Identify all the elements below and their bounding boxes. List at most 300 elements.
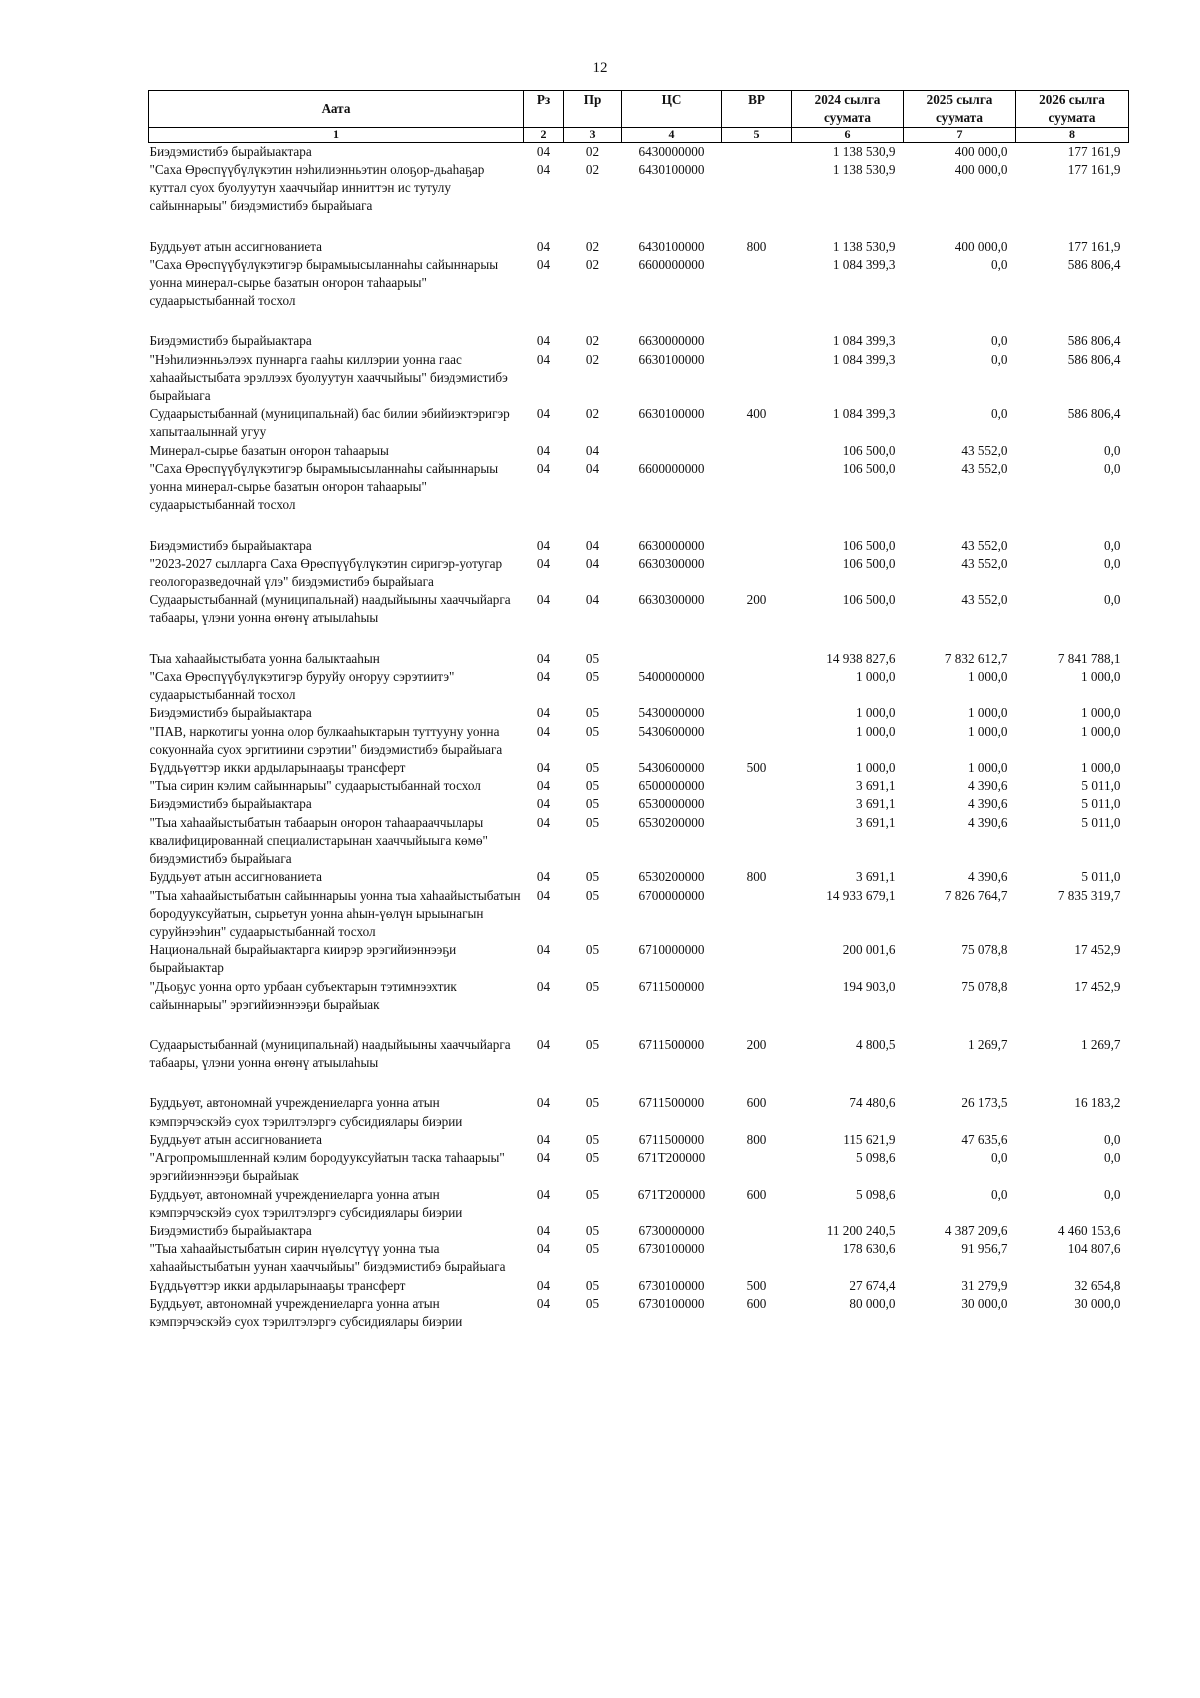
row-amount-2026: 0,0 <box>1104 555 1121 571</box>
row-pr: 05 <box>585 759 600 775</box>
row-amount-2024: 80 000,0 <box>849 1295 896 1311</box>
table-row <box>149 1295 1129 1331</box>
row-amount-2024: 1 084 399,3 <box>832 351 896 367</box>
row-amount-2025: 26 173,5 <box>961 1095 1008 1111</box>
row-amount-2026: 104 807,6 <box>1067 1241 1121 1257</box>
row-vr <box>722 887 792 942</box>
row-amount-2024: 115 621,9 <box>843 1131 896 1147</box>
row-vr: 200 <box>746 1037 767 1053</box>
row-name: "Тыа хаһаайыстыбатын табаарын оҥорон таһаарааччылары квалифицированнай специалистарынан хааччыйыыга көмө" биэдэмистибэ бырайыага <box>149 814 488 867</box>
row-amount-2024: 11 200 240,5 <box>826 1223 896 1238</box>
row-amount-2025: 43 552,0 <box>961 555 1008 571</box>
row-pr: 04 <box>585 460 600 476</box>
row-amount-2026: 586 806,4 <box>1067 333 1121 349</box>
row-amount-2025: 1 000,0 <box>967 668 1008 684</box>
row-vr <box>722 332 792 350</box>
row-amount-2025: 1 000,0 <box>967 705 1008 721</box>
column-number: 8 <box>1016 127 1129 142</box>
row-name: "Тыа хаһаайыстыбатын сайыннарыы уонна тыа хаһаайыстыбатын бородууксуйатын, сырьетун уонна аһын-үөлүн ырыынагын суруйнээһин" судаарыстыбаннай тосхол <box>149 887 521 939</box>
row-rz: 04 <box>536 256 551 272</box>
row-pr: 02 <box>585 333 600 349</box>
row-rz: 04 <box>536 942 551 958</box>
row-rz: 04 <box>536 592 551 608</box>
row-name: Судаарыстыбаннай (муниципальнай) наадыйыыны хааччыйарга табаары, үлэни уонна өҥөнү атыылаһыы <box>149 1037 511 1071</box>
row-amount-2024: 3 691,1 <box>855 869 896 885</box>
row-name: "2023-2027 сылларга Саха Өрөспүүбүлүкэтин сиригэр-уотугар геологоразведочнай үлэ" биэдэмистибэ бырайыага <box>149 555 503 589</box>
row-amount-2026: 30 000,0 <box>1074 1295 1121 1311</box>
row-amount-2024: 5 098,6 <box>855 1150 896 1166</box>
row-amount-2025: 4 390,6 <box>967 814 1008 830</box>
row-rz: 04 <box>536 442 551 458</box>
row-amount-2024: 194 903,0 <box>842 978 896 994</box>
row-pr: 02 <box>585 351 600 367</box>
row-cs: 6630300000 <box>638 555 705 571</box>
table-row <box>149 978 1129 1036</box>
row-cs: 6500000000 <box>638 778 705 794</box>
row-name: Тыа хаһаайыстыбата уонна балыктааһын <box>149 650 380 666</box>
row-amount-2025: 30 000,0 <box>961 1295 1008 1311</box>
row-amount-2024: 200 001,6 <box>842 942 896 958</box>
header-vr: ВР <box>722 91 792 128</box>
table-row <box>149 650 1129 668</box>
row-amount-2026: 17 452,9 <box>1074 978 1121 994</box>
row-rz: 04 <box>536 1223 551 1238</box>
row-name: Биэдэмистибэ бырайыактара <box>149 143 312 159</box>
row-amount-2026: 586 806,4 <box>1067 406 1121 422</box>
row-amount-2024: 106 500,0 <box>842 592 896 608</box>
row-name: Буддьуөт атын ассигнованиета <box>149 238 323 254</box>
row-amount-2026: 1 000,0 <box>1080 668 1121 684</box>
table-row <box>149 723 1129 759</box>
row-amount-2024: 1 138 530,9 <box>832 161 896 177</box>
row-cs: 6600000000 <box>638 460 705 476</box>
row-rz: 04 <box>536 814 551 830</box>
row-amount-2025: 31 279,9 <box>961 1277 1008 1293</box>
row-rz: 04 <box>536 460 551 476</box>
row-vr: 800 <box>746 238 767 254</box>
column-number: 5 <box>722 127 792 142</box>
row-amount-2025: 0,0 <box>991 406 1008 422</box>
row-amount-2026: 5 011,0 <box>1081 778 1121 794</box>
row-amount-2025: 43 552,0 <box>961 592 1008 608</box>
row-rz: 04 <box>536 887 551 903</box>
row-name: "ПАВ, наркотигы уонна олор булкааһыктарын туттууну уонна сокуоннайа суох эргитиини сэрэтии" биэдэмистибэ бырайыага <box>149 723 503 757</box>
row-amount-2024: 1 138 530,9 <box>832 143 896 159</box>
row-cs: 6530200000 <box>638 814 705 830</box>
column-number: 6 <box>792 127 904 142</box>
row-amount-2025: 7 832 612,7 <box>944 650 1008 666</box>
row-cs: 6730100000 <box>638 1241 705 1257</box>
row-cs: 6630100000 <box>638 406 705 422</box>
row-pr: 05 <box>585 1223 600 1238</box>
row-name: Биэдэмистибэ бырайыактара <box>149 796 312 812</box>
table-row <box>149 1222 1129 1240</box>
row-vr: 500 <box>746 1277 767 1293</box>
row-vr <box>722 795 792 813</box>
row-name: "Агропромышленнай кэлим бородууксуйатын таска таһаарыы" эрэгийиэннээҕи бырайыак <box>149 1150 505 1184</box>
row-amount-2026: 586 806,4 <box>1067 256 1121 272</box>
row-amount-2024: 74 480,6 <box>849 1095 896 1111</box>
row-amount-2026: 5 011,0 <box>1081 796 1121 812</box>
column-number: 7 <box>904 127 1016 142</box>
row-pr: 05 <box>585 650 600 666</box>
row-rz: 04 <box>536 1186 551 1202</box>
row-amount-2024: 27 674,4 <box>849 1277 896 1293</box>
row-pr: 05 <box>585 814 600 830</box>
row-cs: 6700000000 <box>638 887 705 903</box>
row-cs: 671T200000 <box>637 1150 706 1166</box>
row-vr <box>722 142 792 161</box>
row-pr: 02 <box>585 406 600 422</box>
row-rz: 04 <box>536 406 551 422</box>
row-name: Буддьуөт, автономнай учреждениеларга уонна атын кэмпэрчэскэйэ суох тэрилтэлэргэ субсидиялары биэрии <box>149 1295 463 1330</box>
row-pr: 05 <box>585 869 600 885</box>
table-row <box>149 668 1129 704</box>
row-name: Бүддьүөттэр икки ардыларынааҕы трансферт <box>149 759 406 775</box>
row-amount-2026: 0,0 <box>1104 1186 1121 1202</box>
row-amount-2026: 0,0 <box>1104 1150 1121 1166</box>
row-vr <box>722 460 792 537</box>
row-rz: 04 <box>536 1150 551 1166</box>
row-amount-2024: 1 000,0 <box>855 705 896 721</box>
row-pr: 05 <box>585 1241 600 1257</box>
row-name: "Тыа сирин кэлим сайыннарыы" судаарыстыбаннай тосхол <box>149 778 481 794</box>
row-cs: 6711500000 <box>638 1131 705 1147</box>
row-rz: 04 <box>536 351 551 367</box>
table-row <box>149 1186 1129 1222</box>
row-amount-2025: 75 078,8 <box>961 978 1008 994</box>
row-amount-2024: 1 000,0 <box>855 723 896 739</box>
row-amount-2025: 1 000,0 <box>967 723 1008 739</box>
row-vr <box>722 668 792 704</box>
table-row <box>149 591 1129 649</box>
row-amount-2026: 0,0 <box>1104 537 1121 553</box>
row-name: "Саха Өрөспүүбүлүкэтигэр бырамыысыланнаһы сайыннарыы уонна минерал-сырье базатын оҥорон таһаарыы" судаарыстыбаннай тосхол <box>149 256 499 309</box>
row-amount-2025: 47 635,6 <box>961 1131 1008 1147</box>
row-name: "Тыа хаһаайыстыбатын сирин нүөлсүтүү уонна тыа хаһаайыстыбатын уунан хааччыйыы" биэдэмистибэ бырайыага <box>149 1241 506 1275</box>
row-cs <box>622 650 722 668</box>
row-vr: 800 <box>746 869 767 885</box>
row-rz: 04 <box>536 723 551 739</box>
row-amount-2026: 177 161,9 <box>1067 238 1121 254</box>
column-number: 1 <box>149 127 524 142</box>
row-amount-2025: 4 390,6 <box>967 778 1008 794</box>
row-name: Минерал-сырье базатын оҥорон таһаарыы <box>149 442 389 458</box>
row-pr: 05 <box>585 1131 600 1147</box>
budget-table-container <box>148 90 1128 1331</box>
header-2025: 2025 сылга суумата <box>904 91 1016 128</box>
row-pr: 05 <box>585 887 600 903</box>
row-amount-2024: 106 500,0 <box>842 460 896 476</box>
table-row <box>149 442 1129 460</box>
row-pr: 02 <box>585 161 600 177</box>
table-row <box>149 704 1129 722</box>
column-number: 4 <box>622 127 722 142</box>
row-name: Буддьуөт атын ассигнованиета <box>149 1131 323 1147</box>
row-amount-2025: 400 000,0 <box>954 161 1008 177</box>
row-rz: 04 <box>536 869 551 885</box>
row-amount-2026: 16 183,2 <box>1074 1095 1121 1111</box>
table-row <box>149 142 1129 161</box>
row-cs: 5400000000 <box>638 668 705 684</box>
row-amount-2025: 400 000,0 <box>954 143 1008 159</box>
row-amount-2025: 43 552,0 <box>961 442 1008 458</box>
row-name: Судаарыстыбаннай (муниципальнай) наадыйыыны хааччыйарга табаары, үлэни уонна өҥөнү атыылаһыы <box>149 592 511 626</box>
table-row <box>149 555 1129 591</box>
row-rz: 04 <box>536 759 551 775</box>
row-rz: 04 <box>536 668 551 684</box>
row-pr: 04 <box>585 555 600 571</box>
table-row <box>149 1240 1129 1276</box>
row-pr: 05 <box>585 723 600 739</box>
table-row <box>149 1277 1129 1295</box>
row-cs: 6630000000 <box>638 537 705 553</box>
row-vr <box>722 161 792 238</box>
row-cs: 6430100000 <box>638 238 705 254</box>
row-amount-2024: 106 500,0 <box>842 442 896 458</box>
column-number: 3 <box>564 127 622 142</box>
row-name: Биэдэмистибэ бырайыактара <box>149 333 312 349</box>
row-vr <box>722 723 792 759</box>
row-rz: 04 <box>536 143 551 159</box>
row-name: Бүддьүөттэр икки ардыларынааҕы трансферт <box>149 1277 406 1293</box>
table-header <box>149 91 1129 143</box>
row-amount-2026: 7 841 788,1 <box>1057 650 1121 666</box>
row-amount-2025: 43 552,0 <box>961 460 1008 476</box>
row-name: Буддьуөт атын ассигнованиета <box>149 869 323 885</box>
row-amount-2025: 1 269,7 <box>967 1037 1008 1053</box>
row-rz: 04 <box>536 1095 551 1111</box>
row-vr: 500 <box>746 759 767 775</box>
row-cs: 6730100000 <box>638 1277 705 1293</box>
row-amount-2026: 1 269,7 <box>1080 1037 1121 1053</box>
row-amount-2026: 1 000,0 <box>1080 759 1121 775</box>
row-name: Биэдэмистибэ бырайыактара <box>149 537 312 553</box>
row-amount-2024: 14 933 679,1 <box>826 887 896 903</box>
row-pr: 05 <box>585 1037 600 1053</box>
table-row <box>149 460 1129 537</box>
table-row <box>149 941 1129 977</box>
header-rz: Рз <box>524 91 564 128</box>
row-amount-2024: 106 500,0 <box>842 537 896 553</box>
row-amount-2024: 14 938 827,6 <box>826 650 896 666</box>
table-row <box>149 332 1129 350</box>
row-vr: 400 <box>746 406 767 422</box>
row-pr: 05 <box>585 1295 600 1311</box>
row-vr <box>722 351 792 406</box>
row-amount-2026: 0,0 <box>1104 1131 1121 1147</box>
row-vr: 600 <box>746 1186 767 1202</box>
row-amount-2025: 0,0 <box>991 256 1008 272</box>
row-name: "Нэһилиэнньэлээх пуннарга гааһы киллэрии уонна гаас хаһаайыстыбата эрэллээх буолуутун хааччыйыы" биэдэмистибэ бырайыага <box>149 351 508 404</box>
row-cs: 6730000000 <box>638 1223 705 1238</box>
row-pr: 02 <box>585 143 600 159</box>
row-amount-2025: 75 078,8 <box>961 942 1008 958</box>
row-amount-2024: 1 084 399,3 <box>832 333 896 349</box>
row-amount-2026: 0,0 <box>1104 460 1121 476</box>
row-rz: 04 <box>536 1295 551 1311</box>
row-pr: 05 <box>585 668 600 684</box>
row-cs: 6711500000 <box>638 978 705 994</box>
row-rz: 04 <box>536 238 551 254</box>
row-rz: 04 <box>536 1277 551 1293</box>
row-rz: 04 <box>536 1037 551 1053</box>
row-amount-2026: 5 011,0 <box>1081 814 1121 830</box>
row-name: Судаарыстыбаннай (муниципальнай) бас билии эбийиэктэригэр хапытаалыннай угуу <box>149 406 510 440</box>
table-row <box>149 1131 1129 1149</box>
row-amount-2024: 4 800,5 <box>855 1037 896 1053</box>
row-rz: 04 <box>536 796 551 812</box>
row-vr <box>722 442 792 460</box>
table-row <box>149 1036 1129 1094</box>
row-amount-2026: 0,0 <box>1104 442 1121 458</box>
header-cs: ЦС <box>622 91 722 128</box>
row-rz: 04 <box>536 333 551 349</box>
table-body <box>149 142 1129 1331</box>
row-vr <box>722 978 792 1036</box>
table-row <box>149 759 1129 777</box>
row-pr: 05 <box>585 778 600 794</box>
row-name: Буддьуөт, автономнай учреждениеларга уонна атын кэмпэрчэскэйэ суох тэрилтэлэргэ субсидиялары биэрии <box>149 1095 463 1129</box>
row-cs: 5430600000 <box>638 759 705 775</box>
row-amount-2025: 4 390,6 <box>967 796 1008 812</box>
row-amount-2026: 586 806,4 <box>1067 351 1121 367</box>
row-amount-2025: 0,0 <box>991 333 1008 349</box>
row-cs: 6630300000 <box>638 592 705 608</box>
row-amount-2025: 91 956,7 <box>961 1241 1008 1257</box>
header-name: Аата <box>149 91 524 128</box>
table-row <box>149 405 1129 441</box>
row-amount-2025: 400 000,0 <box>954 238 1008 254</box>
row-amount-2024: 1 000,0 <box>855 759 896 775</box>
row-amount-2026: 1 000,0 <box>1080 723 1121 739</box>
row-vr: 600 <box>746 1295 767 1311</box>
row-cs: 6730100000 <box>638 1295 705 1311</box>
row-amount-2025: 1 000,0 <box>967 759 1008 775</box>
row-pr: 05 <box>585 942 600 958</box>
row-amount-2024: 106 500,0 <box>842 555 896 571</box>
row-name: Биэдэмистибэ бырайыактара <box>149 1223 312 1238</box>
row-rz: 04 <box>536 650 551 666</box>
row-pr: 05 <box>585 1186 600 1202</box>
row-vr <box>722 704 792 722</box>
row-amount-2024: 1 000,0 <box>855 668 896 684</box>
row-amount-2026: 7 835 319,7 <box>1057 887 1121 903</box>
row-vr: 200 <box>746 592 767 608</box>
row-rz: 04 <box>536 1131 551 1147</box>
row-rz: 04 <box>536 537 551 553</box>
row-vr: 600 <box>746 1095 767 1111</box>
row-pr: 04 <box>585 592 600 608</box>
row-rz: 04 <box>536 778 551 794</box>
row-amount-2026: 1 000,0 <box>1080 705 1121 721</box>
table-row <box>149 537 1129 555</box>
row-rz: 04 <box>536 555 551 571</box>
row-name: Буддьуөт, автономнай учреждениеларга уонна атын кэмпэрчэскэйэ суох тэрилтэлэргэ субсидиялары биэрии <box>149 1186 463 1220</box>
row-cs <box>622 442 722 460</box>
table-row <box>149 777 1129 795</box>
header-pr: Пр <box>564 91 622 128</box>
row-amount-2026: 5 011,0 <box>1081 869 1121 885</box>
row-amount-2024: 1 084 399,3 <box>832 406 896 422</box>
row-pr: 04 <box>585 537 600 553</box>
row-vr <box>722 1149 792 1185</box>
row-amount-2024: 3 691,1 <box>855 796 896 812</box>
row-amount-2025: 4 390,6 <box>967 869 1008 885</box>
row-amount-2024: 3 691,1 <box>855 778 896 794</box>
row-amount-2024: 1 138 530,9 <box>832 238 896 254</box>
row-name: "Саха Өрөспүүбүлүкэтигэр буруйу оҥоруу сэрэтиитэ" судаарыстыбаннай тосхол <box>149 668 455 703</box>
table-row <box>149 1094 1129 1130</box>
header-2024: 2024 сылга суумата <box>792 91 904 128</box>
table-row <box>149 814 1129 869</box>
row-amount-2025: 7 826 764,7 <box>944 887 1008 903</box>
header-2026: 2026 сылга суумата <box>1016 91 1129 128</box>
row-amount-2024: 5 098,6 <box>855 1186 896 1202</box>
row-name: "Дьоҕус уонна орто урбаан субъектарын тэтимнээхтик сайыннарыы" эрэгийиэннээҕи бырайыак <box>149 978 457 1012</box>
row-rz: 04 <box>536 161 551 177</box>
row-pr: 05 <box>585 705 600 721</box>
row-pr: 04 <box>585 442 600 458</box>
row-vr <box>722 256 792 333</box>
row-pr: 05 <box>585 1095 600 1111</box>
row-pr: 05 <box>585 978 600 994</box>
table-row <box>149 256 1129 333</box>
row-cs: 6711500000 <box>638 1037 705 1053</box>
row-cs: 6530000000 <box>638 796 705 812</box>
row-cs: 6711500000 <box>638 1095 705 1111</box>
row-cs: 5430000000 <box>638 705 705 721</box>
row-amount-2025: 0,0 <box>991 1186 1008 1202</box>
row-pr: 05 <box>585 1150 600 1166</box>
row-amount-2024: 1 084 399,3 <box>832 256 896 272</box>
row-cs: 671T200000 <box>637 1186 706 1202</box>
row-cs: 6430100000 <box>638 161 705 177</box>
row-vr <box>722 941 792 977</box>
table-row <box>149 887 1129 942</box>
row-amount-2024: 3 691,1 <box>855 814 896 830</box>
row-name: Национальнай бырайыактарга киирэр эрэгийиэннээҕи бырайыактар <box>149 942 457 976</box>
budget-table <box>148 90 1129 1331</box>
column-number: 2 <box>524 127 564 142</box>
row-amount-2026: 4 460 153,6 <box>1057 1223 1121 1238</box>
row-amount-2026: 17 452,9 <box>1074 942 1121 958</box>
row-vr <box>722 814 792 869</box>
row-pr: 05 <box>585 1277 600 1293</box>
table-row <box>149 868 1129 886</box>
table-row <box>149 1149 1129 1185</box>
row-vr <box>722 537 792 555</box>
row-pr: 05 <box>585 796 600 812</box>
row-cs: 6630100000 <box>638 351 705 367</box>
row-rz: 04 <box>536 705 551 721</box>
row-vr: 800 <box>746 1131 767 1147</box>
row-cs: 5430600000 <box>638 723 705 739</box>
row-name: "Саха Өрөспүүбүлүкэтин нэһилиэнньэтин олоҕор-дьаһаҕар куттал суох буолуутун хааччыйар инниттэн ис тутулу сайыннарыы" биэдэмистибэ бырайыага <box>149 161 485 214</box>
table-row <box>149 161 1129 238</box>
row-amount-2024: 178 630,6 <box>842 1241 896 1257</box>
row-amount-2026: 177 161,9 <box>1067 143 1121 159</box>
row-amount-2025: 4 387 209,6 <box>944 1223 1008 1238</box>
row-amount-2025: 0,0 <box>991 1150 1008 1166</box>
row-vr <box>722 777 792 795</box>
row-vr <box>722 650 792 668</box>
row-cs: 6430000000 <box>638 143 705 159</box>
table-row <box>149 238 1129 256</box>
row-pr: 02 <box>585 256 600 272</box>
row-vr <box>722 555 792 591</box>
row-rz: 04 <box>536 1241 551 1257</box>
